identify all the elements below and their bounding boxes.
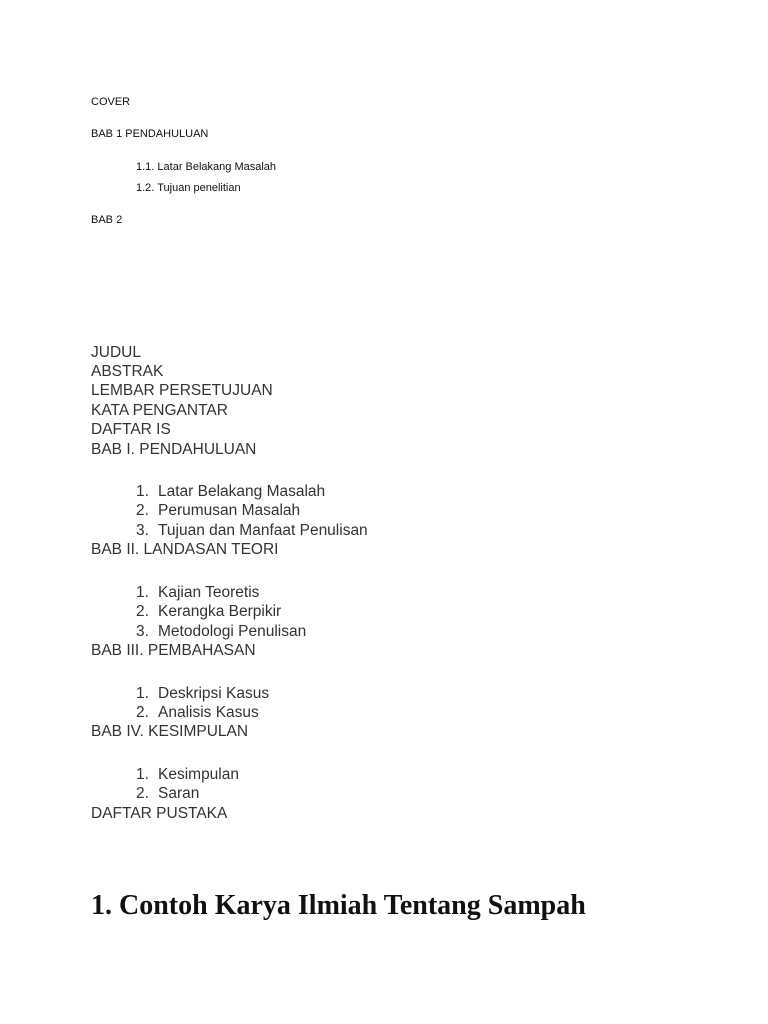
chapter-2-item-1: 1. Kajian Teoretis bbox=[136, 584, 260, 601]
chapter-1-item-2: 2. Perumusan Masalah bbox=[136, 502, 301, 519]
toc-cover: COVER bbox=[91, 96, 131, 108]
front-judul: JUDUL bbox=[91, 344, 141, 361]
toc-bab2: BAB 2 bbox=[91, 214, 123, 226]
chapter-2-item-3: 3. Metodologi Penulisan bbox=[136, 623, 307, 640]
toc-sub-1-1: 1.1. Latar Belakang Masalah bbox=[136, 161, 277, 173]
chapter-3-item-2: 2. Analisis Kasus bbox=[136, 704, 259, 721]
chapter-2-item-2: 2. Kerangka Berpikir bbox=[136, 603, 282, 620]
chapter-3-item-1: 1. Deskripsi Kasus bbox=[136, 685, 270, 702]
toc-bab1: BAB 1 PENDAHULUAN bbox=[91, 128, 209, 140]
section-heading: 1. Contoh Karya Ilmiah Tentang Sampah bbox=[91, 890, 586, 921]
front-lembar-persetujuan: LEMBAR PERSETUJUAN bbox=[91, 382, 273, 399]
chapter-1-item-3: 3. Tujuan dan Manfaat Penulisan bbox=[136, 522, 368, 539]
chapter-2-title: BAB II. LANDASAN TEORI bbox=[91, 541, 279, 558]
front-daftar-isi: DAFTAR IS bbox=[91, 421, 171, 438]
front-kata-pengantar: KATA PENGANTAR bbox=[91, 402, 228, 419]
daftar-pustaka: DAFTAR PUSTAKA bbox=[91, 805, 228, 822]
front-abstrak: ABSTRAK bbox=[91, 363, 164, 380]
chapter-4-item-1: 1. Kesimpulan bbox=[136, 766, 239, 783]
chapter-1-item-1: 1. Latar Belakang Masalah bbox=[136, 483, 326, 500]
chapter-3-title: BAB III. PEMBAHASAN bbox=[91, 642, 256, 659]
chapter-4-title: BAB IV. KESIMPULAN bbox=[91, 723, 249, 740]
toc-sub-1-2: 1.2. Tujuan penelitian bbox=[136, 182, 241, 194]
chapter-1-title: BAB I. PENDAHULUAN bbox=[91, 441, 257, 458]
chapter-4-item-2: 2. Saran bbox=[136, 785, 200, 802]
